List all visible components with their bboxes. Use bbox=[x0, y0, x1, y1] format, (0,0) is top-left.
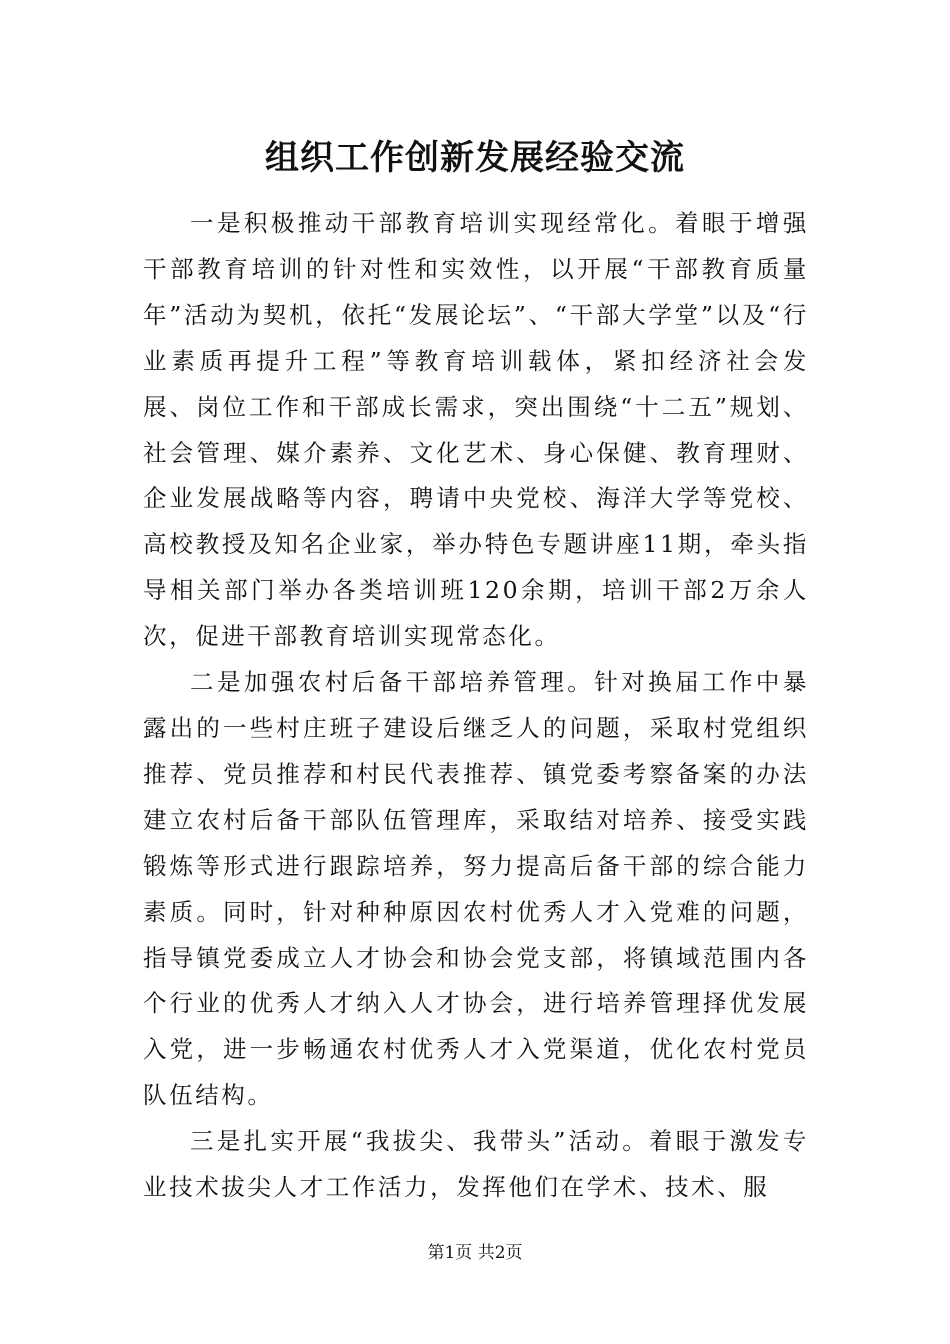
paragraph-1: 一是积极推动干部教育培训实现经常化。着眼于增强干部教育培训的针对性和实效性，以开展“干部教育质量年”活动为契机，依托“发展论坛”、“干部大学堂”以及“行业素质再提升工程”等教育培训载体，紧扣经济社会发展、岗位工作和干部成长需求，突出围绕“十二五”规划、社会管理、媒介素养、文化艺术、身心保健、教育理财、企业发展战略等内容，聘请中央党校、海洋大学等党校、高校教授及知名企业家，举办特色专题讲座11期，牵头指导相关部门举办各类培训班120余期，培训干部2万余人次，促进干部教育培训实现常态化。 bbox=[143, 209, 809, 651]
page-number-footer: 第1页 共2页 bbox=[427, 1243, 523, 1263]
document-body bbox=[143, 201, 809, 1211]
paragraph-3: 三是扎实开展“我拔尖、我带头”活动。着眼于激发专业技术拔尖人才工作活力，发挥他们在学术、技术、服 bbox=[143, 1127, 809, 1202]
document-title: 组织工作创新发展经验交流 bbox=[265, 138, 685, 178]
paragraph-2: 二是加强农村后备干部培养管理。针对换届工作中暴露出的一些村庄班子建设后继乏人的问题，采取村党组织推荐、党员推荐和村民代表推荐、镇党委考察备案的办法建立农村后备干部队伍管理库，采取结对培养、接受实践锻炼等形式进行跟踪培养，努力提高后备干部的综合能力素质。同时，针对种种原因农村优秀人才入党难的问题，指导镇党委成立人才协会和协会党支部，将镇域范围内各个行业的优秀人才纳入人才协会，进行培养管理择优发展入党，进一步畅通农村优秀人才入党渠道，优化农村党员队伍结构。 bbox=[143, 668, 809, 1110]
